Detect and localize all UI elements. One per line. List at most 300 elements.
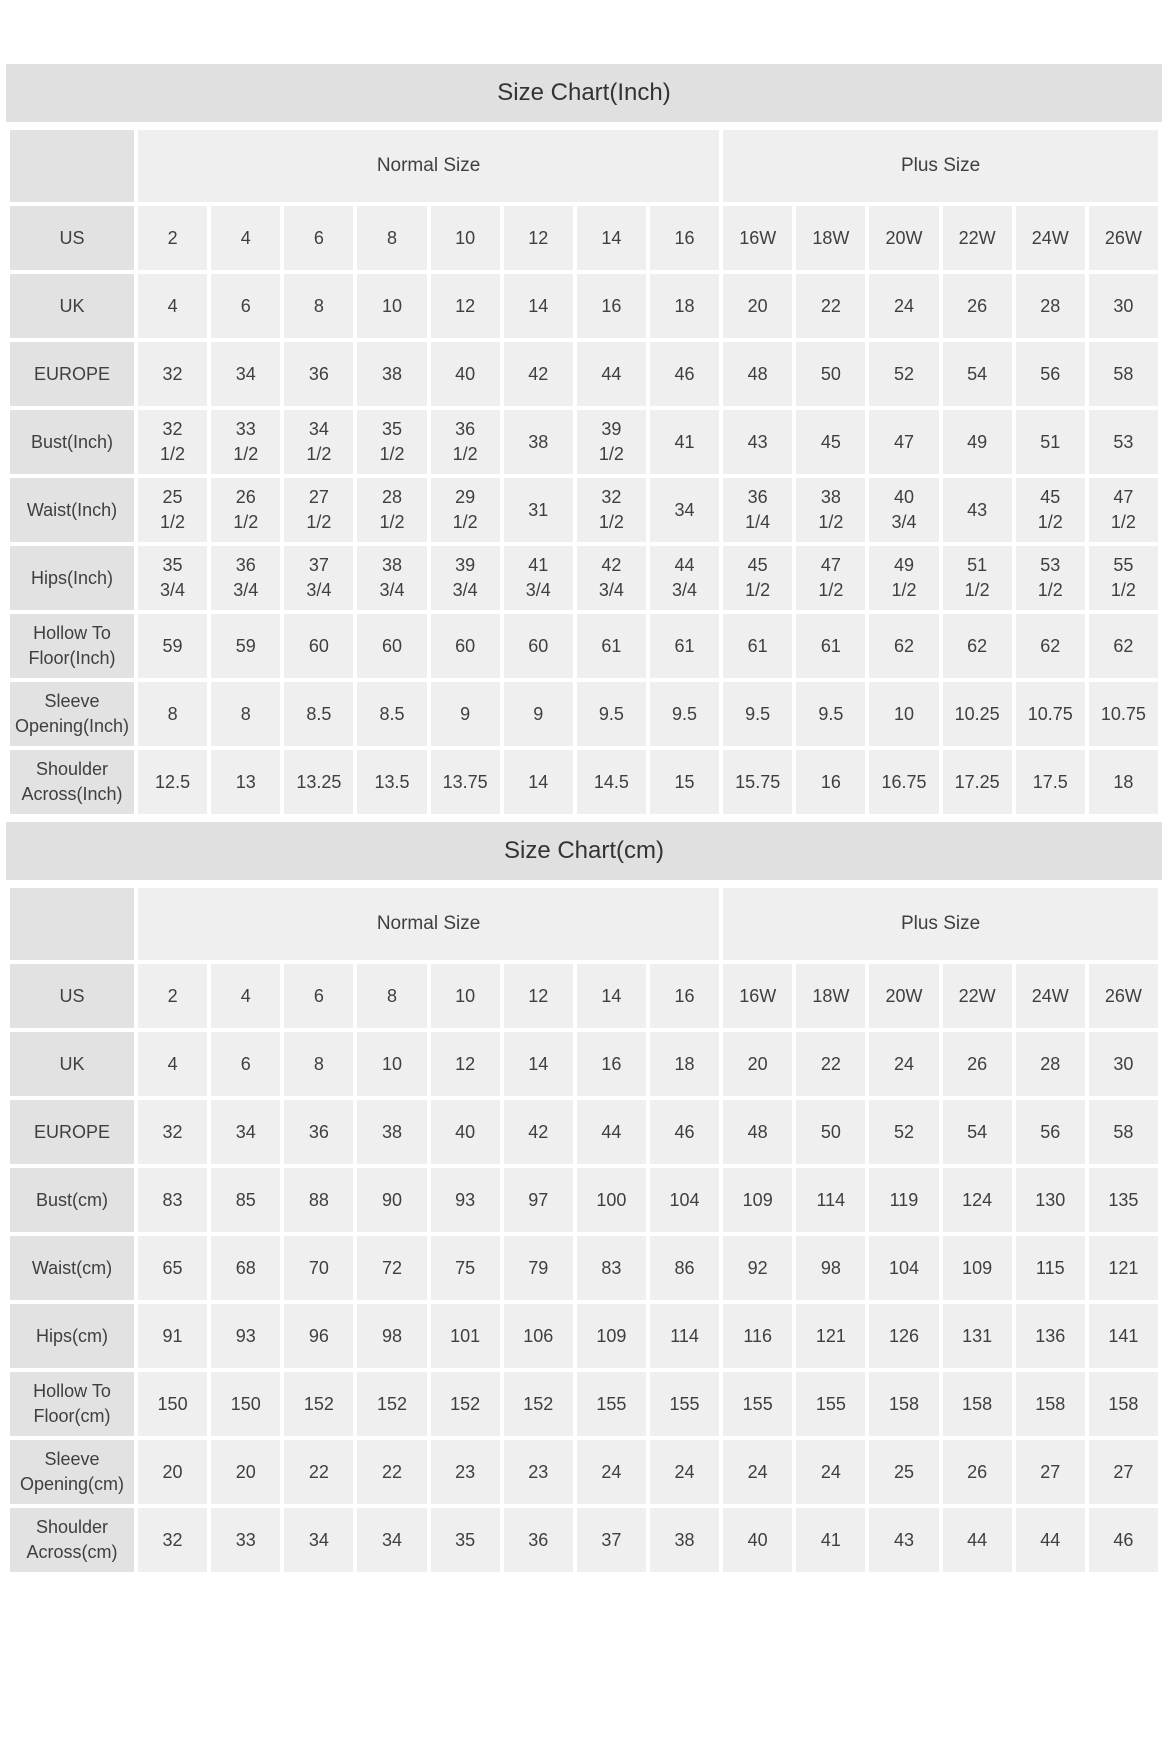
size-value-cell: 8 xyxy=(357,964,426,1028)
size-value-cell: 158 xyxy=(1089,1372,1158,1436)
size-value-cell: 86 xyxy=(650,1236,719,1300)
size-value-cell: 20 xyxy=(138,1440,207,1504)
size-value-cell: 46 xyxy=(1089,1508,1158,1572)
size-value-cell: 109 xyxy=(577,1304,646,1368)
size-value-cell: 36 1/2 xyxy=(431,410,500,474)
size-row-bust-cm xyxy=(10,1168,1158,1232)
size-value-cell: 10 xyxy=(431,206,500,270)
size-value-cell: 23 xyxy=(431,1440,500,1504)
size-value-cell: 10 xyxy=(431,964,500,1028)
size-value-cell: 10 xyxy=(357,1032,426,1096)
size-row-us xyxy=(10,964,1158,1028)
size-chart-inch-section xyxy=(6,64,1162,818)
size-value-cell: 155 xyxy=(577,1372,646,1436)
size-value-cell: 6 xyxy=(284,206,353,270)
size-value-cell: 16.75 xyxy=(869,750,938,814)
size-value-cell: 49 xyxy=(943,410,1012,474)
size-row-uk xyxy=(10,274,1158,338)
size-row-shoulder-across-cm xyxy=(10,1508,1158,1572)
size-value-cell: 62 xyxy=(1016,614,1085,678)
size-value-cell: 51 xyxy=(1016,410,1085,474)
size-value-cell: 65 xyxy=(138,1236,207,1300)
size-group-header-row xyxy=(10,130,1158,202)
size-value-cell: 22 xyxy=(284,1440,353,1504)
size-value-cell: 29 1/2 xyxy=(431,478,500,542)
size-value-cell: 4 xyxy=(138,274,207,338)
size-value-cell: 100 xyxy=(577,1168,646,1232)
size-value-cell: 61 xyxy=(650,614,719,678)
size-value-cell: 124 xyxy=(943,1168,1012,1232)
size-value-cell: 18 xyxy=(1089,750,1158,814)
size-value-cell: 8.5 xyxy=(284,682,353,746)
size-value-cell: 104 xyxy=(869,1236,938,1300)
size-value-cell: 59 xyxy=(138,614,207,678)
size-value-cell: 40 xyxy=(431,342,500,406)
size-value-cell: 44 xyxy=(943,1508,1012,1572)
size-value-cell: 150 xyxy=(138,1372,207,1436)
size-value-cell: 62 xyxy=(1089,614,1158,678)
size-value-cell: 155 xyxy=(723,1372,792,1436)
size-value-cell: 14 xyxy=(577,206,646,270)
size-value-cell: 10 xyxy=(869,682,938,746)
size-value-cell: 61 xyxy=(577,614,646,678)
size-value-cell: 25 xyxy=(869,1440,938,1504)
size-value-cell: 26 1/2 xyxy=(211,478,280,542)
size-value-cell: 98 xyxy=(796,1236,865,1300)
size-value-cell: 62 xyxy=(869,614,938,678)
size-value-cell: 30 xyxy=(1089,274,1158,338)
size-row-sleeve-opening-cm xyxy=(10,1440,1158,1504)
size-value-cell: 32 xyxy=(138,1100,207,1164)
size-value-cell: 60 xyxy=(504,614,573,678)
size-value-cell: 47 xyxy=(869,410,938,474)
size-row-europe xyxy=(10,1100,1158,1164)
size-value-cell: 44 3/4 xyxy=(650,546,719,610)
size-value-cell: 114 xyxy=(796,1168,865,1232)
size-value-cell: 37 xyxy=(577,1508,646,1572)
size-value-cell: 32 xyxy=(138,1508,207,1572)
size-chart-cm-table xyxy=(6,884,1162,1576)
size-value-cell: 39 1/2 xyxy=(577,410,646,474)
size-group-plus-size: Plus Size xyxy=(723,130,1158,202)
size-value-cell: 4 xyxy=(211,206,280,270)
size-value-cell: 20 xyxy=(211,1440,280,1504)
size-row-bust-inch xyxy=(10,410,1158,474)
size-value-cell: 46 xyxy=(650,342,719,406)
size-group-normal-size: Normal Size xyxy=(138,888,719,960)
size-value-cell: 41 xyxy=(650,410,719,474)
size-value-cell: 53 1/2 xyxy=(1016,546,1085,610)
size-group-plus-size: Plus Size xyxy=(723,888,1158,960)
size-value-cell: 41 xyxy=(796,1508,865,1572)
size-value-cell: 32 xyxy=(138,342,207,406)
size-value-cell: 12.5 xyxy=(138,750,207,814)
size-value-cell: 8.5 xyxy=(357,682,426,746)
size-value-cell: 121 xyxy=(796,1304,865,1368)
size-value-cell: 27 xyxy=(1089,1440,1158,1504)
size-value-cell: 16 xyxy=(577,274,646,338)
size-value-cell: 14 xyxy=(504,750,573,814)
size-value-cell: 14 xyxy=(504,1032,573,1096)
size-value-cell: 36 xyxy=(504,1508,573,1572)
size-value-cell: 43 xyxy=(869,1508,938,1572)
size-value-cell: 8 xyxy=(357,206,426,270)
size-value-cell: 58 xyxy=(1089,342,1158,406)
size-value-cell: 38 xyxy=(357,342,426,406)
size-value-cell: 54 xyxy=(943,1100,1012,1164)
size-value-cell: 155 xyxy=(650,1372,719,1436)
size-value-cell: 2 xyxy=(138,206,207,270)
size-value-cell: 44 xyxy=(577,342,646,406)
size-value-cell: 2 xyxy=(138,964,207,1028)
size-value-cell: 43 xyxy=(723,410,792,474)
row-label: Shoulder Across(Inch) xyxy=(10,750,134,814)
size-value-cell: 141 xyxy=(1089,1304,1158,1368)
row-label: Sleeve Opening(Inch) xyxy=(10,682,134,746)
size-value-cell: 75 xyxy=(431,1236,500,1300)
size-chart-cm-section xyxy=(6,822,1162,1576)
size-value-cell: 25 1/2 xyxy=(138,478,207,542)
size-value-cell: 101 xyxy=(431,1304,500,1368)
size-value-cell: 23 xyxy=(504,1440,573,1504)
size-value-cell: 34 xyxy=(284,1508,353,1572)
row-label: Bust(Inch) xyxy=(10,410,134,474)
size-value-cell: 8 xyxy=(284,1032,353,1096)
size-value-cell: 9.5 xyxy=(723,682,792,746)
size-value-cell: 158 xyxy=(943,1372,1012,1436)
size-row-hollow-to-floor-inch xyxy=(10,614,1158,678)
size-value-cell: 24 xyxy=(869,1032,938,1096)
row-label: Hollow To Floor(cm) xyxy=(10,1372,134,1436)
size-value-cell: 12 xyxy=(504,206,573,270)
size-value-cell: 152 xyxy=(284,1372,353,1436)
size-value-cell: 34 xyxy=(650,478,719,542)
size-value-cell: 26W xyxy=(1089,964,1158,1028)
size-chart-inch-table xyxy=(6,126,1162,818)
size-row-uk xyxy=(10,1032,1158,1096)
size-row-sleeve-opening-inch xyxy=(10,682,1158,746)
size-value-cell: 44 xyxy=(577,1100,646,1164)
size-value-cell: 26 xyxy=(943,1440,1012,1504)
size-value-cell: 38 xyxy=(504,410,573,474)
size-value-cell: 26W xyxy=(1089,206,1158,270)
size-value-cell: 31 xyxy=(504,478,573,542)
size-value-cell: 16 xyxy=(650,964,719,1028)
size-value-cell: 72 xyxy=(357,1236,426,1300)
size-value-cell: 13.5 xyxy=(357,750,426,814)
size-value-cell: 115 xyxy=(1016,1236,1085,1300)
size-value-cell: 24 xyxy=(577,1440,646,1504)
size-value-cell: 13.25 xyxy=(284,750,353,814)
size-value-cell: 8 xyxy=(211,682,280,746)
size-value-cell: 39 3/4 xyxy=(431,546,500,610)
size-value-cell: 34 1/2 xyxy=(284,410,353,474)
size-value-cell: 33 xyxy=(211,1508,280,1572)
row-label: US xyxy=(10,964,134,1028)
size-row-hips-cm xyxy=(10,1304,1158,1368)
size-value-cell: 40 3/4 xyxy=(869,478,938,542)
size-value-cell: 44 xyxy=(1016,1508,1085,1572)
size-value-cell: 50 xyxy=(796,342,865,406)
size-value-cell: 135 xyxy=(1089,1168,1158,1232)
size-value-cell: 35 xyxy=(431,1508,500,1572)
size-value-cell: 62 xyxy=(943,614,1012,678)
size-row-shoulder-across-inch xyxy=(10,750,1158,814)
size-value-cell: 58 xyxy=(1089,1100,1158,1164)
size-value-cell: 91 xyxy=(138,1304,207,1368)
size-value-cell: 53 xyxy=(1089,410,1158,474)
size-value-cell: 6 xyxy=(211,1032,280,1096)
row-label: Waist(Inch) xyxy=(10,478,134,542)
size-value-cell: 15.75 xyxy=(723,750,792,814)
size-value-cell: 12 xyxy=(504,964,573,1028)
size-value-cell: 150 xyxy=(211,1372,280,1436)
size-value-cell: 104 xyxy=(650,1168,719,1232)
size-value-cell: 35 1/2 xyxy=(357,410,426,474)
size-value-cell: 36 1/4 xyxy=(723,478,792,542)
size-value-cell: 48 xyxy=(723,342,792,406)
size-row-europe xyxy=(10,342,1158,406)
size-value-cell: 85 xyxy=(211,1168,280,1232)
size-value-cell: 8 xyxy=(138,682,207,746)
size-value-cell: 41 3/4 xyxy=(504,546,573,610)
size-row-waist-cm xyxy=(10,1236,1158,1300)
size-value-cell: 60 xyxy=(284,614,353,678)
size-value-cell: 42 3/4 xyxy=(577,546,646,610)
size-value-cell: 36 3/4 xyxy=(211,546,280,610)
size-value-cell: 16 xyxy=(650,206,719,270)
size-value-cell: 6 xyxy=(211,274,280,338)
size-value-cell: 10.25 xyxy=(943,682,1012,746)
row-label: Waist(cm) xyxy=(10,1236,134,1300)
size-value-cell: 12 xyxy=(431,274,500,338)
size-value-cell: 90 xyxy=(357,1168,426,1232)
size-value-cell: 55 1/2 xyxy=(1089,546,1158,610)
size-value-cell: 119 xyxy=(869,1168,938,1232)
size-value-cell: 59 xyxy=(211,614,280,678)
size-value-cell: 60 xyxy=(431,614,500,678)
row-label: Bust(cm) xyxy=(10,1168,134,1232)
size-value-cell: 83 xyxy=(577,1236,646,1300)
row-label: Hips(cm) xyxy=(10,1304,134,1368)
size-value-cell: 98 xyxy=(357,1304,426,1368)
size-value-cell: 9.5 xyxy=(577,682,646,746)
corner-cell xyxy=(10,130,134,202)
size-value-cell: 9.5 xyxy=(650,682,719,746)
row-label: Shoulder Across(cm) xyxy=(10,1508,134,1572)
size-value-cell: 17.5 xyxy=(1016,750,1085,814)
size-value-cell: 126 xyxy=(869,1304,938,1368)
size-value-cell: 14 xyxy=(504,274,573,338)
size-value-cell: 121 xyxy=(1089,1236,1158,1300)
size-value-cell: 27 xyxy=(1016,1440,1085,1504)
size-value-cell: 24 xyxy=(723,1440,792,1504)
size-value-cell: 152 xyxy=(357,1372,426,1436)
size-group-normal-size: Normal Size xyxy=(138,130,719,202)
size-value-cell: 34 xyxy=(357,1508,426,1572)
size-row-waist-inch xyxy=(10,478,1158,542)
size-value-cell: 42 xyxy=(504,342,573,406)
size-value-cell: 27 1/2 xyxy=(284,478,353,542)
size-value-cell: 32 1/2 xyxy=(577,478,646,542)
size-value-cell: 79 xyxy=(504,1236,573,1300)
size-value-cell: 28 xyxy=(1016,1032,1085,1096)
size-row-hollow-to-floor-cm xyxy=(10,1372,1158,1436)
size-value-cell: 155 xyxy=(796,1372,865,1436)
size-value-cell: 20 xyxy=(723,274,792,338)
size-value-cell: 16 xyxy=(577,1032,646,1096)
size-value-cell: 20 xyxy=(723,1032,792,1096)
size-value-cell: 22 xyxy=(796,274,865,338)
size-value-cell: 18W xyxy=(796,206,865,270)
size-value-cell: 20W xyxy=(869,206,938,270)
size-value-cell: 152 xyxy=(504,1372,573,1436)
size-value-cell: 18 xyxy=(650,1032,719,1096)
size-value-cell: 26 xyxy=(943,274,1012,338)
size-value-cell: 70 xyxy=(284,1236,353,1300)
size-value-cell: 47 1/2 xyxy=(1089,478,1158,542)
size-value-cell: 38 xyxy=(357,1100,426,1164)
size-value-cell: 12 xyxy=(431,1032,500,1096)
size-value-cell: 22 xyxy=(796,1032,865,1096)
size-value-cell: 24W xyxy=(1016,964,1085,1028)
size-value-cell: 49 1/2 xyxy=(869,546,938,610)
size-value-cell: 40 xyxy=(431,1100,500,1164)
size-value-cell: 56 xyxy=(1016,342,1085,406)
size-value-cell: 47 1/2 xyxy=(796,546,865,610)
size-value-cell: 6 xyxy=(284,964,353,1028)
size-value-cell: 28 xyxy=(1016,274,1085,338)
size-chart-cm-title: Size Chart(cm) xyxy=(6,822,1162,880)
size-value-cell: 45 xyxy=(796,410,865,474)
size-value-cell: 158 xyxy=(1016,1372,1085,1436)
size-value-cell: 4 xyxy=(211,964,280,1028)
row-label: EUROPE xyxy=(10,342,134,406)
size-value-cell: 45 1/2 xyxy=(1016,478,1085,542)
size-value-cell: 114 xyxy=(650,1304,719,1368)
size-value-cell: 20W xyxy=(869,964,938,1028)
size-value-cell: 9.5 xyxy=(796,682,865,746)
size-value-cell: 16W xyxy=(723,206,792,270)
size-value-cell: 16 xyxy=(796,750,865,814)
size-value-cell: 60 xyxy=(357,614,426,678)
size-value-cell: 8 xyxy=(284,274,353,338)
size-value-cell: 50 xyxy=(796,1100,865,1164)
size-value-cell: 68 xyxy=(211,1236,280,1300)
size-value-cell: 130 xyxy=(1016,1168,1085,1232)
size-value-cell: 96 xyxy=(284,1304,353,1368)
size-row-us xyxy=(10,206,1158,270)
size-value-cell: 24 xyxy=(869,274,938,338)
size-value-cell: 14 xyxy=(577,964,646,1028)
size-value-cell: 92 xyxy=(723,1236,792,1300)
size-value-cell: 38 1/2 xyxy=(796,478,865,542)
size-value-cell: 109 xyxy=(723,1168,792,1232)
size-value-cell: 54 xyxy=(943,342,1012,406)
row-label: UK xyxy=(10,274,134,338)
size-value-cell: 38 xyxy=(650,1508,719,1572)
size-value-cell: 36 xyxy=(284,1100,353,1164)
size-value-cell: 9 xyxy=(504,682,573,746)
size-value-cell: 34 xyxy=(211,342,280,406)
size-value-cell: 35 3/4 xyxy=(138,546,207,610)
size-value-cell: 158 xyxy=(869,1372,938,1436)
size-value-cell: 30 xyxy=(1089,1032,1158,1096)
size-value-cell: 61 xyxy=(796,614,865,678)
row-label: Hollow To Floor(Inch) xyxy=(10,614,134,678)
size-value-cell: 28 1/2 xyxy=(357,478,426,542)
row-label: US xyxy=(10,206,134,270)
size-value-cell: 34 xyxy=(211,1100,280,1164)
size-value-cell: 9 xyxy=(431,682,500,746)
size-value-cell: 17.25 xyxy=(943,750,1012,814)
row-label: UK xyxy=(10,1032,134,1096)
size-value-cell: 37 3/4 xyxy=(284,546,353,610)
size-value-cell: 24 xyxy=(650,1440,719,1504)
size-value-cell: 22W xyxy=(943,964,1012,1028)
row-label: Hips(Inch) xyxy=(10,546,134,610)
size-value-cell: 116 xyxy=(723,1304,792,1368)
size-value-cell: 13.75 xyxy=(431,750,500,814)
size-value-cell: 43 xyxy=(943,478,1012,542)
size-value-cell: 48 xyxy=(723,1100,792,1164)
size-value-cell: 131 xyxy=(943,1304,1012,1368)
size-value-cell: 52 xyxy=(869,1100,938,1164)
size-value-cell: 22 xyxy=(357,1440,426,1504)
size-value-cell: 32 1/2 xyxy=(138,410,207,474)
size-chart-inch-title: Size Chart(Inch) xyxy=(6,64,1162,122)
size-value-cell: 152 xyxy=(431,1372,500,1436)
row-label: EUROPE xyxy=(10,1100,134,1164)
size-row-hips-inch xyxy=(10,546,1158,610)
size-value-cell: 83 xyxy=(138,1168,207,1232)
size-value-cell: 61 xyxy=(723,614,792,678)
size-value-cell: 10 xyxy=(357,274,426,338)
size-value-cell: 16W xyxy=(723,964,792,1028)
size-value-cell: 14.5 xyxy=(577,750,646,814)
size-value-cell: 13 xyxy=(211,750,280,814)
size-value-cell: 36 xyxy=(284,342,353,406)
size-value-cell: 18 xyxy=(650,274,719,338)
size-value-cell: 24 xyxy=(796,1440,865,1504)
size-group-header-row xyxy=(10,888,1158,960)
size-value-cell: 136 xyxy=(1016,1304,1085,1368)
size-value-cell: 4 xyxy=(138,1032,207,1096)
size-value-cell: 93 xyxy=(211,1304,280,1368)
size-value-cell: 51 1/2 xyxy=(943,546,1012,610)
size-value-cell: 93 xyxy=(431,1168,500,1232)
size-value-cell: 56 xyxy=(1016,1100,1085,1164)
size-value-cell: 97 xyxy=(504,1168,573,1232)
size-value-cell: 40 xyxy=(723,1508,792,1572)
size-value-cell: 18W xyxy=(796,964,865,1028)
size-value-cell: 10.75 xyxy=(1089,682,1158,746)
size-value-cell: 38 3/4 xyxy=(357,546,426,610)
size-value-cell: 88 xyxy=(284,1168,353,1232)
size-value-cell: 42 xyxy=(504,1100,573,1164)
size-value-cell: 106 xyxy=(504,1304,573,1368)
row-label: Sleeve Opening(cm) xyxy=(10,1440,134,1504)
size-value-cell: 33 1/2 xyxy=(211,410,280,474)
size-value-cell: 109 xyxy=(943,1236,1012,1300)
size-value-cell: 45 1/2 xyxy=(723,546,792,610)
size-value-cell: 46 xyxy=(650,1100,719,1164)
size-value-cell: 22W xyxy=(943,206,1012,270)
size-value-cell: 52 xyxy=(869,342,938,406)
size-value-cell: 15 xyxy=(650,750,719,814)
size-value-cell: 24W xyxy=(1016,206,1085,270)
size-value-cell: 26 xyxy=(943,1032,1012,1096)
